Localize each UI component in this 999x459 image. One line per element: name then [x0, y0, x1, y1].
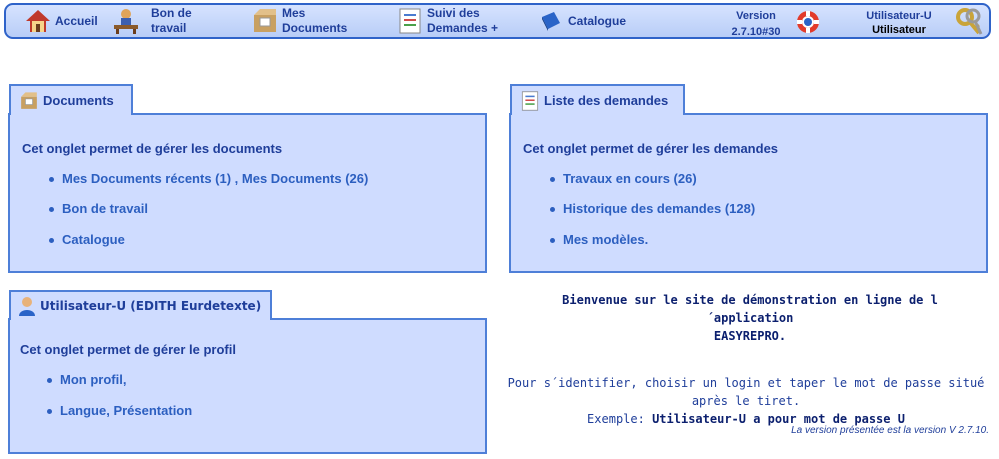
nav-work-order[interactable]: [112, 5, 192, 37]
version-info: [724, 8, 788, 40]
tab-documents-label: Documents: [43, 93, 114, 108]
document-box-icon: [19, 91, 39, 111]
documents-panel-heading: Cet onglet permet de gérer les documents: [22, 141, 283, 156]
nav-work-order-label: [151, 6, 192, 36]
nav-work-order-label-line2: travail: [151, 21, 187, 35]
nav-work-order-label-line1: Bon de: [151, 6, 192, 20]
book-icon: [537, 7, 565, 35]
welcome-line2: EASYREPRO.: [713, 329, 787, 343]
bullet: [550, 177, 555, 182]
requests-panel-heading: Cet onglet permet de gérer les demandes: [523, 141, 779, 156]
nav-home[interactable]: [24, 5, 98, 37]
bullet: [47, 378, 52, 383]
bullet: [49, 238, 54, 243]
user-role: Utilisateur: [872, 24, 926, 36]
login-example-detail: Utilisateur-U a pour mot de passe U: [652, 412, 905, 426]
nav-home-label: Accueil: [55, 13, 98, 28]
tab-request-list-joint: [512, 112, 683, 116]
tab-user-profile-joint: [11, 317, 270, 321]
bullet: [550, 238, 555, 243]
nav-request-tracking[interactable]: [396, 5, 498, 37]
worker-desk-icon: [112, 7, 140, 35]
version-note: La version présentée est la version V 2.7.10.: [791, 425, 989, 436]
link-my-templates[interactable]: Mes modèles.: [563, 232, 649, 247]
version-label: Version: [736, 10, 776, 22]
link-language-presentation[interactable]: Langue, Présentation: [60, 403, 193, 418]
tab-documents[interactable]: [9, 84, 133, 115]
user-avatar-icon: [17, 296, 37, 316]
tab-documents-joint: [11, 112, 131, 116]
document-box-icon: [251, 7, 279, 35]
welcome-message: [530, 291, 970, 345]
nav-catalog[interactable]: [537, 5, 626, 37]
welcome-line1: Bienvenue sur le site de démonstration en ligne de l´application: [562, 293, 938, 325]
login-instructions: [496, 374, 996, 428]
nav-my-documents-label-line2: Documents: [282, 21, 348, 35]
nav-my-documents[interactable]: [251, 5, 347, 37]
nav-catalog-label: Catalogue: [568, 13, 627, 28]
checklist-icon: [396, 7, 424, 35]
bullet: [49, 207, 54, 212]
nav-request-tracking-label-line1: Suivi des: [427, 6, 480, 20]
nav-request-tracking-label-line2: Demandes +: [427, 21, 499, 35]
nav-request-tracking-label: [427, 6, 498, 36]
tab-request-list[interactable]: [510, 84, 685, 115]
tab-user-profile[interactable]: [9, 290, 272, 320]
link-catalog[interactable]: Catalogue: [62, 232, 125, 247]
link-my-documents[interactable]: Mes Documents récents (1) , Mes Documents (26): [62, 171, 369, 186]
requests-panel: [509, 113, 988, 273]
profile-panel-heading: Cet onglet permet de gérer le profil: [20, 342, 236, 357]
link-work-in-progress[interactable]: Travaux en cours (26): [563, 171, 697, 186]
nav-my-documents-label: [282, 6, 347, 36]
bullet: [49, 177, 54, 182]
link-my-profile[interactable]: Mon profil,: [60, 372, 127, 387]
login-instructions-line1: Pour s´identifier, choisir un login et taper le mot de passe situé après le tiret.: [507, 376, 985, 408]
top-nav-bar: [4, 3, 991, 39]
tab-user-profile-label: Utilisateur-U (EDITH Eurdetexte): [40, 299, 262, 313]
house-icon: [24, 7, 52, 35]
keys-logout-icon[interactable]: [955, 8, 985, 36]
bullet: [47, 409, 52, 414]
documents-panel: [8, 113, 487, 273]
link-request-history[interactable]: Historique des demandes (128): [563, 201, 756, 216]
link-work-order[interactable]: Bon de travail: [62, 201, 148, 216]
help-lifebuoy-icon[interactable]: [795, 9, 821, 35]
login-example-prefix: Exemple:: [587, 412, 653, 426]
version-number: 2.7.10#30: [731, 26, 781, 38]
user-info: [854, 9, 944, 37]
checklist-icon: [520, 91, 540, 111]
nav-my-documents-label-line1: Mes: [282, 6, 306, 20]
user-name: Utilisateur-U: [866, 10, 932, 22]
tab-request-list-label: Liste des demandes: [544, 93, 669, 108]
bullet: [550, 207, 555, 212]
